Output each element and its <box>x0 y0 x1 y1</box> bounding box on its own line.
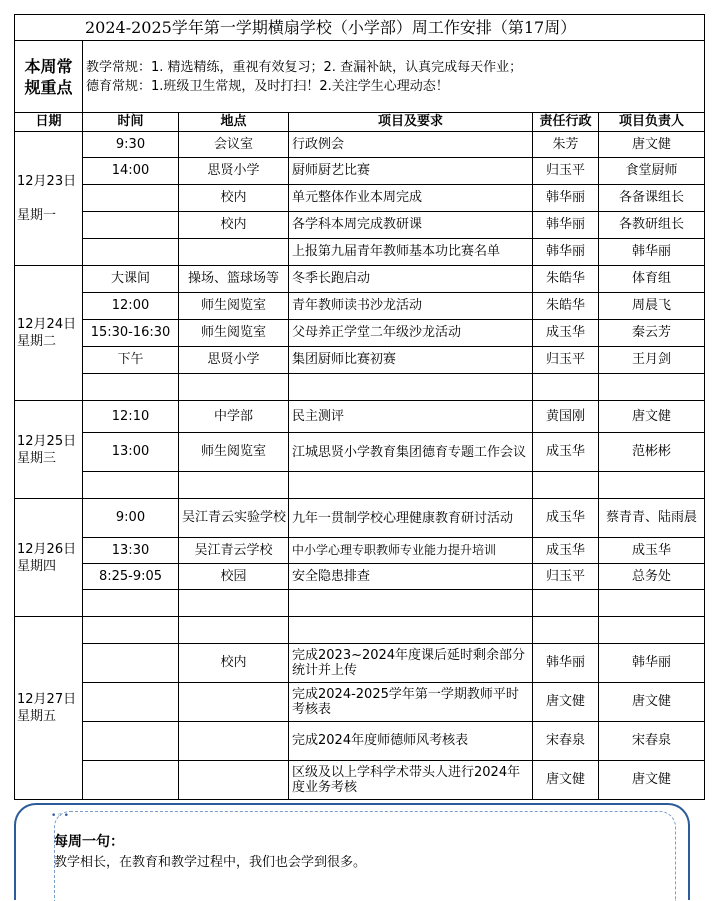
owner-cell: 唐文健 <box>599 761 705 800</box>
table-row <box>15 347 705 374</box>
admin-cell: 唐文健 <box>533 761 599 800</box>
place-cell: 校内 <box>179 212 289 239</box>
time-cell: 9:00 <box>83 499 179 538</box>
col-header-place: 地点 <box>179 113 289 132</box>
owner-cell: 蔡青青、陆雨晨 <box>599 499 705 538</box>
day-weekday: 星期四 <box>17 558 57 574</box>
place-cell: 校内 <box>179 644 289 683</box>
item-cell: 单元整体作业本周完成 <box>289 185 533 212</box>
table-row <box>15 320 705 347</box>
admin-cell: 韩华丽 <box>533 644 599 683</box>
admin-cell: 归玉平 <box>533 564 599 590</box>
owner-cell: 总务处 <box>599 564 705 590</box>
time-cell: 13:00 <box>83 433 179 472</box>
table-row <box>15 374 705 401</box>
admin-cell: 韩华丽 <box>533 239 599 266</box>
admin-cell: 成玉华 <box>533 538 599 564</box>
place-cell: 思贤小学 <box>179 347 289 374</box>
owner-cell: 各教研组长 <box>599 212 705 239</box>
table-row <box>15 472 705 499</box>
weekly-saying-text: 教学相长，在教育和教学过程中，我们也会学到很多。 <box>54 855 367 870</box>
item-cell <box>289 590 533 617</box>
day-weekday: 星期二 <box>17 334 57 349</box>
owner-cell: 韩华丽 <box>599 239 705 266</box>
table-row <box>15 158 705 185</box>
table-row <box>15 293 705 320</box>
admin-cell: 归玉平 <box>533 347 599 374</box>
admin-cell: 成玉华 <box>533 320 599 347</box>
time-cell <box>83 472 179 499</box>
owner-cell: 唐文健 <box>599 401 705 433</box>
admin-cell: 韩华丽 <box>533 212 599 239</box>
time-cell: 13:30 <box>83 538 179 564</box>
day-cell <box>15 499 83 617</box>
time-cell <box>83 683 179 722</box>
admin-cell: 黄国刚 <box>533 401 599 433</box>
admin-cell: 朱皓华 <box>533 293 599 320</box>
time-cell <box>83 617 179 644</box>
place-cell <box>179 683 289 722</box>
place-cell: 校园 <box>179 564 289 590</box>
place-cell: 师生阅览室 <box>179 293 289 320</box>
item-cell: 安全隐患排查 <box>289 564 533 590</box>
table-row <box>15 722 705 761</box>
col-header-date: 日期 <box>15 113 83 132</box>
owner-cell: 唐文健 <box>599 683 705 722</box>
col-header-owner: 项目负责人 <box>599 113 705 132</box>
table-row <box>15 132 705 158</box>
time-cell <box>83 644 179 683</box>
item-cell: 九年一贯制学校心理健康教育研讨活动 <box>289 499 533 538</box>
item-cell: 厨师厨艺比赛 <box>289 158 533 185</box>
time-cell: 12:10 <box>83 401 179 433</box>
time-cell <box>83 761 179 800</box>
time-cell: 大课间 <box>83 266 179 293</box>
col-header-time: 时间 <box>83 113 179 132</box>
item-cell: 江城思贤小学教育集团德育专题工作会议 <box>289 433 533 472</box>
place-cell <box>179 472 289 499</box>
routine-heading-line1: 本周常 <box>24 56 73 76</box>
col-header-item: 项目及要求 <box>289 113 533 132</box>
day-cell <box>15 132 83 266</box>
place-cell <box>179 374 289 401</box>
place-cell: 师生阅览室 <box>179 433 289 472</box>
place-cell: 校内 <box>179 185 289 212</box>
place-cell: 操场、篮球场等 <box>179 266 289 293</box>
table-row <box>15 212 705 239</box>
owner-cell: 各备课组长 <box>599 185 705 212</box>
owner-cell: 成玉华 <box>599 538 705 564</box>
time-cell: 下午 <box>83 347 179 374</box>
title-row <box>15 15 705 41</box>
time-cell: 15:30-16:30 <box>83 320 179 347</box>
header-row <box>15 113 705 132</box>
routine-body <box>83 41 705 113</box>
owner-cell: 食堂厨师 <box>599 158 705 185</box>
table-row <box>15 266 705 293</box>
day-cell <box>15 617 83 800</box>
table-row <box>15 761 705 800</box>
col-header-admin: 责任行政 <box>533 113 599 132</box>
place-cell: 吴江青云实验学校 <box>179 499 289 538</box>
place-cell <box>179 590 289 617</box>
admin-cell: 成玉华 <box>533 433 599 472</box>
weekly-schedule <box>14 14 704 800</box>
day-date: 12月26日 <box>17 541 77 557</box>
admin-cell <box>533 590 599 617</box>
table-row <box>15 644 705 683</box>
admin-cell: 成玉华 <box>533 499 599 538</box>
item-cell: 区级及以上学科学术带头人进行2024年度业务考核 <box>289 761 533 800</box>
table-row <box>15 185 705 212</box>
item-cell: 完成2023~2024年度课后延时剩余部分统计并上传 <box>289 644 533 683</box>
place-cell: 思贤小学 <box>179 158 289 185</box>
item-cell: 民主测评 <box>289 401 533 433</box>
place-cell: 会议室 <box>179 132 289 158</box>
day-cell <box>15 401 83 499</box>
routine-row <box>15 41 705 113</box>
day-date: 12月25日 <box>17 433 77 449</box>
time-cell <box>83 185 179 212</box>
schedule-table <box>14 14 705 800</box>
place-cell: 中学部 <box>179 401 289 433</box>
table-row <box>15 239 705 266</box>
table-row <box>15 590 705 617</box>
admin-cell: 归玉平 <box>533 158 599 185</box>
admin-cell: 朱皓华 <box>533 266 599 293</box>
item-cell: 中小学心理专职教师专业能力提升培训 <box>289 538 533 564</box>
owner-cell: 秦云芳 <box>599 320 705 347</box>
weekly-saying-heading: 每周一句： <box>54 834 124 850</box>
time-cell: 9:30 <box>83 132 179 158</box>
item-cell <box>289 472 533 499</box>
item-cell: 完成2024年度师德师风考核表 <box>289 722 533 761</box>
day-date: 12月27日 <box>17 692 77 707</box>
routine-moral: 德育常规：1.班级卫生常规，及时打扫！2.关注学生心理动态！ <box>86 78 449 94</box>
admin-cell <box>533 472 599 499</box>
time-cell: 8:25-9:05 <box>83 564 179 590</box>
owner-cell: 韩华丽 <box>599 644 705 683</box>
table-row <box>15 617 705 644</box>
admin-cell: 唐文健 <box>533 683 599 722</box>
decorative-dots-icon: •◦• <box>51 811 70 821</box>
day-weekday: 星期一 <box>17 208 57 223</box>
admin-cell: 韩华丽 <box>533 185 599 212</box>
time-cell <box>83 212 179 239</box>
owner-cell <box>599 617 705 644</box>
owner-cell <box>599 374 705 401</box>
time-cell <box>83 239 179 266</box>
owner-cell: 范彬彬 <box>599 433 705 472</box>
owner-cell <box>599 472 705 499</box>
time-cell: 12:00 <box>83 293 179 320</box>
time-cell <box>83 590 179 617</box>
item-cell: 行政例会 <box>289 132 533 158</box>
time-cell <box>83 722 179 761</box>
day-weekday: 星期五 <box>17 709 57 724</box>
item-cell: 上报第九届青年教师基本功比赛名单 <box>289 239 533 266</box>
owner-cell: 周晨飞 <box>599 293 705 320</box>
item-cell: 父母养正学堂二年级沙龙活动 <box>289 320 533 347</box>
time-cell <box>83 374 179 401</box>
table-row <box>15 683 705 722</box>
admin-cell: 宋春泉 <box>533 722 599 761</box>
table-row <box>15 564 705 590</box>
table-row <box>15 433 705 472</box>
owner-cell: 宋春泉 <box>599 722 705 761</box>
table-row <box>15 538 705 564</box>
admin-cell <box>533 617 599 644</box>
place-cell <box>179 761 289 800</box>
item-cell <box>289 617 533 644</box>
table-row <box>15 401 705 433</box>
place-cell <box>179 617 289 644</box>
item-cell: 冬季长跑启动 <box>289 266 533 293</box>
place-cell <box>179 239 289 266</box>
table-row <box>15 499 705 538</box>
place-cell: 吴江青云学校 <box>179 538 289 564</box>
time-cell: 14:00 <box>83 158 179 185</box>
owner-cell: 体育组 <box>599 266 705 293</box>
day-date: 12月23日 <box>17 174 77 189</box>
day-weekday: 星期三 <box>17 450 57 466</box>
routine-heading <box>15 41 83 113</box>
item-cell <box>289 374 533 401</box>
item-cell: 各学科本周完成教研课 <box>289 212 533 239</box>
place-cell <box>179 722 289 761</box>
page-title: 2024-2025学年第一学期横扇学校（小学部）周工作安排（第17周） <box>15 15 705 41</box>
owner-cell: 唐文健 <box>599 132 705 158</box>
item-cell: 青年教师读书沙龙活动 <box>289 293 533 320</box>
item-cell: 集团厨师比赛初赛 <box>289 347 533 374</box>
item-cell: 完成2024-2025学年第一学期教师平时考核表 <box>289 683 533 722</box>
day-cell <box>15 266 83 401</box>
routine-teaching: 教学常规：1. 精选精练，重视有效复习；2. 查漏补缺，认真完成每天作业； <box>86 59 523 75</box>
routine-heading-line2: 规重点 <box>24 77 73 97</box>
day-date: 12月24日 <box>17 317 77 332</box>
weekly-saying-frame <box>14 803 690 900</box>
admin-cell: 朱芳 <box>533 132 599 158</box>
place-cell: 师生阅览室 <box>179 320 289 347</box>
admin-cell <box>533 374 599 401</box>
owner-cell <box>599 590 705 617</box>
owner-cell: 王月剑 <box>599 347 705 374</box>
